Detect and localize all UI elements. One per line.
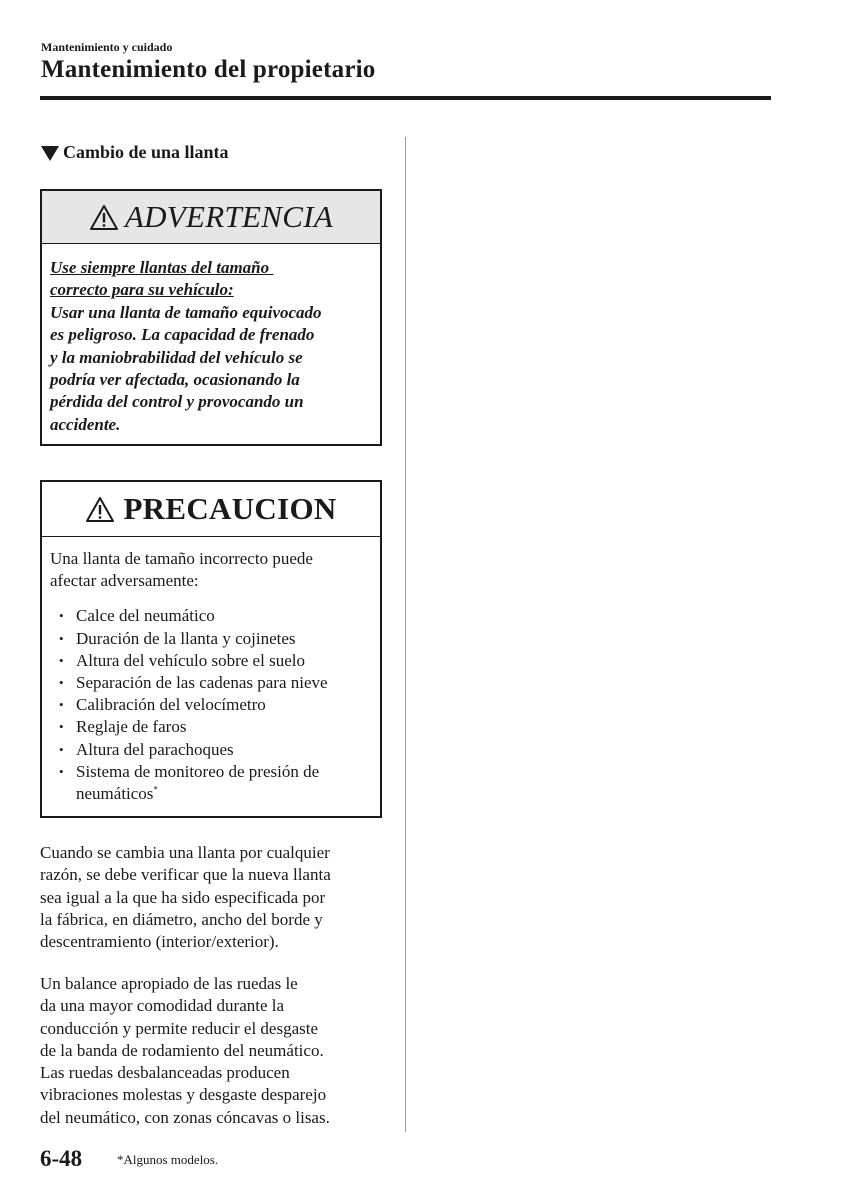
page-title: Mantenimiento del propietario — [41, 56, 376, 83]
caution-list-item-text: • Sistema de monitoreo de presión de — [76, 761, 320, 781]
caution-body — [42, 537, 380, 805]
paragraph-line: da una mayor comodidad durante la — [40, 996, 285, 1016]
footnote: *Algunos modelos. — [117, 1152, 219, 1167]
page-number: 6-48 — [40, 1146, 83, 1171]
caution-list-item: • Separación de las cadenas para nieve — [50, 672, 372, 694]
caution-list-item: • Altura del parachoques — [50, 739, 372, 761]
header-section-label: Mantenimiento y cuidado — [41, 40, 173, 54]
warning-heading-line-1: Use siempre llantas del tamaño — [50, 258, 274, 277]
paragraph-line: vibraciones molestas y desgaste desparejo — [40, 1085, 327, 1105]
triangle-bullet-icon — [41, 146, 59, 161]
paragraph-wheel-balance — [40, 973, 385, 1129]
caution-list-item-continuation — [76, 783, 372, 805]
paragraph-line: Las ruedas desbalanceadas producen — [40, 1063, 290, 1083]
paragraph-line: descentramiento (interior/exterior). — [40, 932, 279, 952]
warning-triangle-icon — [89, 204, 119, 231]
section-heading-text: Cambio de una llanta — [63, 142, 229, 162]
caution-list-item: • Calibración del velocímetro — [50, 694, 372, 716]
paragraph-line: de la banda de rodamiento del neumático. — [40, 1040, 324, 1060]
warning-heading-line-2: correcto para su vehículo: — [50, 280, 234, 300]
warning-text-line: es peligroso. La capacidad de frenado — [50, 325, 315, 345]
footnote-mark: * — [153, 784, 158, 795]
paragraph-line: del neumático, con zonas cóncavas o lisas. — [40, 1107, 330, 1127]
warning-triangle-icon — [85, 496, 115, 523]
continuation-text: neumáticos — [76, 784, 154, 804]
column-divider — [405, 137, 406, 1132]
paragraph-line: Un balance apropiado de las ruedas le — [40, 974, 298, 993]
warning-text-line: Usar una llanta de tamaño equivocado — [50, 302, 322, 322]
caution-list-item: • Reglaje de faros — [50, 716, 372, 738]
paragraph-tire-change — [40, 842, 385, 953]
caution-intro-line: afectar adversamente: — [50, 571, 199, 591]
warning-text-line: podría ver afectada, ocasionando la — [50, 370, 300, 390]
caution-list-item: • Calce del neumático — [50, 605, 372, 627]
warning-title: ADVERTENCIA — [124, 199, 334, 234]
paragraph-line: sea igual a la que ha sido especificada por — [40, 887, 326, 907]
section-heading — [41, 142, 229, 163]
caution-header — [42, 482, 380, 537]
warning-text-line: y la maniobrabilidad del vehículo se — [50, 347, 303, 367]
caution-list-item: • Altura del vehículo sobre el suelo — [50, 650, 372, 672]
caution-intro-line: Una llanta de tamaño incorrecto puede — [50, 549, 313, 568]
caution-title: PRECAUCION — [123, 491, 337, 526]
warning-text-line: accidente. — [50, 414, 121, 434]
caution-box — [40, 480, 382, 818]
caution-list-item: • Duración de la llanta y cojinetes — [50, 628, 372, 650]
warning-box — [40, 189, 382, 446]
warning-body — [42, 244, 380, 436]
paragraph-line: conducción y permite reducir el desgaste — [40, 1018, 319, 1038]
warning-header — [42, 191, 380, 244]
paragraph-line: razón, se debe verificar que la nueva llanta — [40, 865, 331, 885]
caution-list-item-last — [50, 761, 372, 805]
paragraph-line: Cuando se cambia una llanta por cualquier — [40, 843, 330, 862]
caution-list — [50, 605, 372, 805]
paragraph-line: la fábrica, en diámetro, ancho del borde y — [40, 909, 323, 929]
header-rule — [40, 96, 771, 100]
warning-text-line: pérdida del control y provocando un — [50, 392, 304, 412]
